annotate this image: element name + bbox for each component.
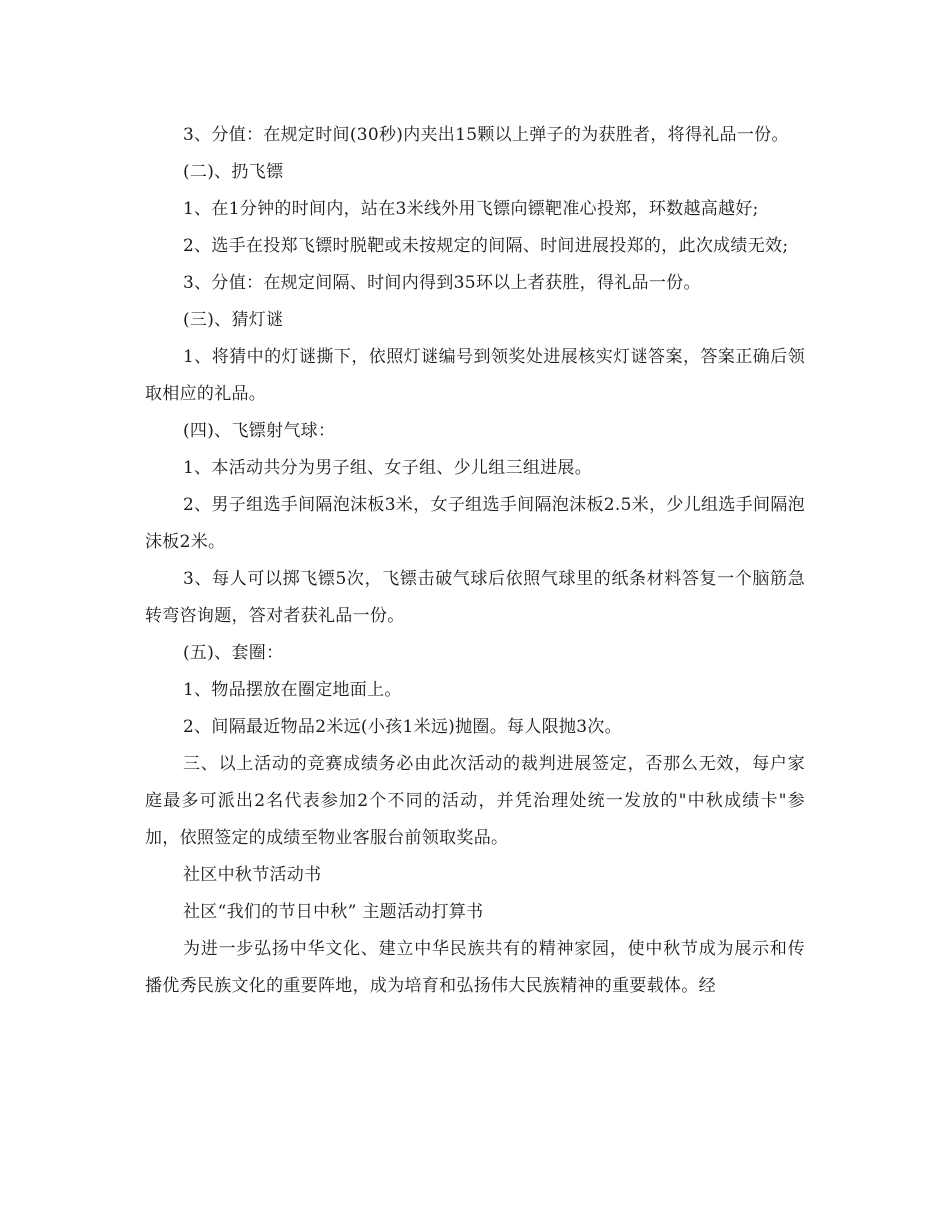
paragraph-ring-toss-rule-2: 2、间隔最近物品2米远(小孩1米远)抛圈。每人限抛3次。 [183, 717, 622, 737]
paragraph-darts-rule-2: 2、选手在投郑飞镖时脱靶或未按规定的间隔、时间进展投郑的，此次成绩无效; [183, 236, 789, 256]
heading-ring-toss: (五)、套圈： [183, 643, 284, 663]
paragraph-plan-intro: 为进一步弘扬中华文化、建立中华民族共有的精神家园，使中秋节成为展示和传播优秀民族文化的重要阵地，成为培育和弘扬伟大民族精神的重要载体。经 [145, 939, 805, 996]
paragraph-ring-toss-rule-1: 1、物品摆放在圈定地面上。 [183, 680, 402, 700]
paragraph-document-title: 社区中秋节活动书 [183, 865, 322, 885]
paragraph-plan-title: 社区“我们的节日中秋” 主题活动打算书 [183, 902, 484, 922]
paragraph-darts-rule-1: 1、在1分钟的时间内，站在3米线外用飞镖向镖靶准心投郑，环数越高越好; [183, 199, 759, 219]
paragraph-darts-rule-3: 3、分值：在规定间隔、时间内得到35环以上者获胜，得礼品一份。 [183, 273, 701, 293]
heading-dart-balloons: (四)、飞镖射气球： [183, 421, 336, 441]
paragraph-riddles-rule-1: 1、将猜中的灯谜撕下，依照灯谜编号到领奖处进展核实灯谜答案，答案正确后领取相应的礼品。 [145, 347, 805, 404]
paragraph-balloons-rule-1: 1、本活动共分为男子组、女子组、少儿组三组进展。 [183, 458, 593, 478]
heading-lantern-riddles: (三)、猜灯谜 [183, 310, 284, 330]
heading-throw-darts: (二)、扔飞镖 [183, 162, 284, 182]
paragraph-balloons-rule-2: 2、男子组选手间隔泡沫板3米，女子组选手间隔泡沫板2.5米，少儿组选手间隔泡沫板2米。 [145, 495, 805, 552]
paragraph-section-three: 三、以上活动的竞赛成绩务必由此次活动的裁判进展签定，否那么无效，每户家庭最多可派出2名代表参加2个不同的活动，并凭治理处统一发放的"中秋成绩卡"参加，依照签定的成绩至物业客服台前领取奖品。 [145, 754, 805, 848]
paragraph-dart-score-marbles: 3、分值：在规定时间(30秒)内夹出15颗以上弹子的为获胜者，将得礼品一份。 [183, 125, 789, 145]
paragraph-balloons-rule-3: 3、每人可以掷飞镖5次，飞镖击破气球后依照气球里的纸条材料答复一个脑筋急转弯咨询题，答对者获礼品一份。 [145, 569, 805, 626]
document-page [145, 117, 805, 1005]
